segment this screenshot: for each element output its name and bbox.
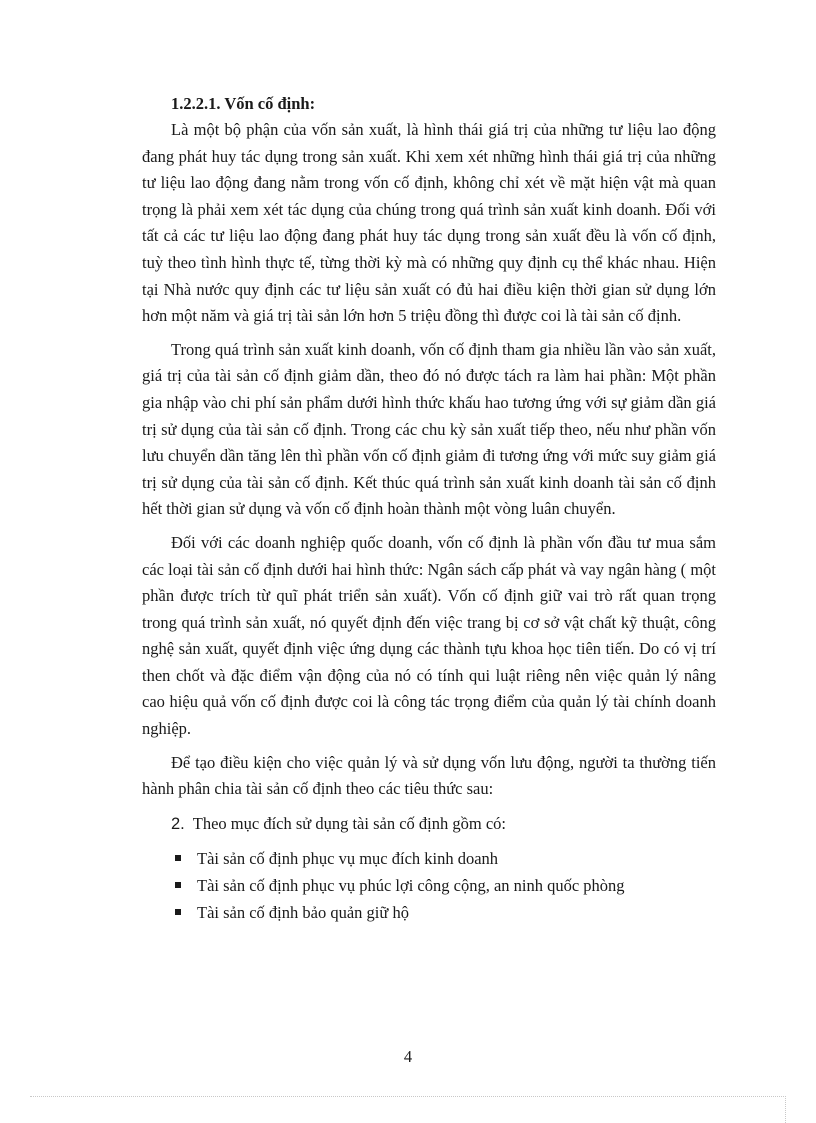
page-content: [142, 91, 716, 926]
page-bottom-rule: [30, 1096, 786, 1097]
paragraph-1: Là một bộ phận của vốn sản xuất, là hình thái giá trị của những tư liệu lao động đang phát huy tác dụng trong sản xuất. Khi xem xét những hình thái giá trị của những tư liệu lao động đang nằm trong vốn cố định, không chỉ xét về mặt hiện vật mà quan trọng là phải xem xét tác dụng của chúng trong quá trình sản xuất kinh doanh. Đối với tất cả các tư liệu lao động đang phát huy tác dụng trong sản xuất đều là vốn cố định, tuỳ theo tình hình thực tế, từng thời kỳ mà có những quy định cụ thể khác nhau. Hiện tại Nhà nước quy định các tư liệu sản xuất có đủ hai điều kiện thời gian sử dụng lớn hơn một năm và giá trị tài sản lớn hơn 5 triệu đồng thì được coi là tài sản cố định.: [142, 120, 716, 326]
bullet-list: [142, 845, 716, 926]
square-bullet-icon: [175, 855, 181, 861]
page-number: 4: [403, 1047, 413, 1066]
list-item: [175, 899, 716, 926]
list-item: [175, 872, 716, 899]
numbered-item: [171, 811, 716, 837]
square-bullet-icon: [175, 909, 181, 915]
list-item-text: Tài sản cố định phục vụ mục đích kinh doanh: [197, 848, 499, 868]
section-heading: 1.2.2.1. Vốn cố định:: [171, 94, 316, 113]
item-number: 2.: [171, 814, 185, 833]
square-bullet-icon: [175, 882, 181, 888]
list-item-text: Tài sản cố định phục vụ phúc lợi công cộng, an ninh quốc phòng: [197, 875, 625, 895]
paragraph-4: Để tạo điều kiện cho việc quản lý và sử dụng vốn lưu động, người ta thường tiến hành phân chia tài sản cố định theo các tiêu thức sau:: [142, 752, 716, 799]
paragraph-3: Đối với các doanh nghiệp quốc doanh, vốn cố định là phần vốn đầu tư mua sắm các loại tài sản cố định dưới hai hình thức: Ngân sách cấp phát và vay ngân hàng ( một phần được trích từ quĩ phát triển sản xuất). Vốn cố định giữ vai trò rất quan trọng trong quá trình sản xuất, nó quyết định đến việc trang bị cơ sở vật chất kỹ thuật, công nghệ sản xuất, quyết định việc ứng dụng các thành tựu khoa học tiên tiến. Do có vị trí then chốt và đặc điểm vận động của nó có tính qui luật riêng nên việc quản lý nâng cao hiệu quả vốn cố định được coi là công tác trọng điểm của quản lý tài chính doanh nghiệp.: [142, 532, 716, 739]
list-item-text: Tài sản cố định bảo quản giữ hộ: [197, 902, 409, 922]
page-edge-rule: [785, 1096, 786, 1123]
paragraph-2: Trong quá trình sản xuất kinh doanh, vốn cố định tham gia nhiều lần vào sản xuất, giá trị của tài sản cố định giảm dần, theo đó nó được tách ra làm hai phần: Một phần gia nhập vào chi phí sản phẩm dưới hình thức khấu hao tương ứng với sự giảm dần giá trị sử dụng của tài sản cố định. Trong các chu kỳ sản xuất tiếp theo, nếu như phần vốn lưu chuyển dần tăng lên thì phần vốn cố định giảm đi tương ứng với mức suy giảm giá trị sử dụng của tài sản cố định. Kết thúc quá trình sản xuất kinh doanh tài sản cố định hết thời gian sử dụng và vốn cố định hoàn thành một vòng luân chuyển.: [142, 339, 716, 519]
item-text: Theo mục đích sử dụng tài sản cố định gồm có:: [192, 813, 506, 833]
list-item: [175, 845, 716, 872]
